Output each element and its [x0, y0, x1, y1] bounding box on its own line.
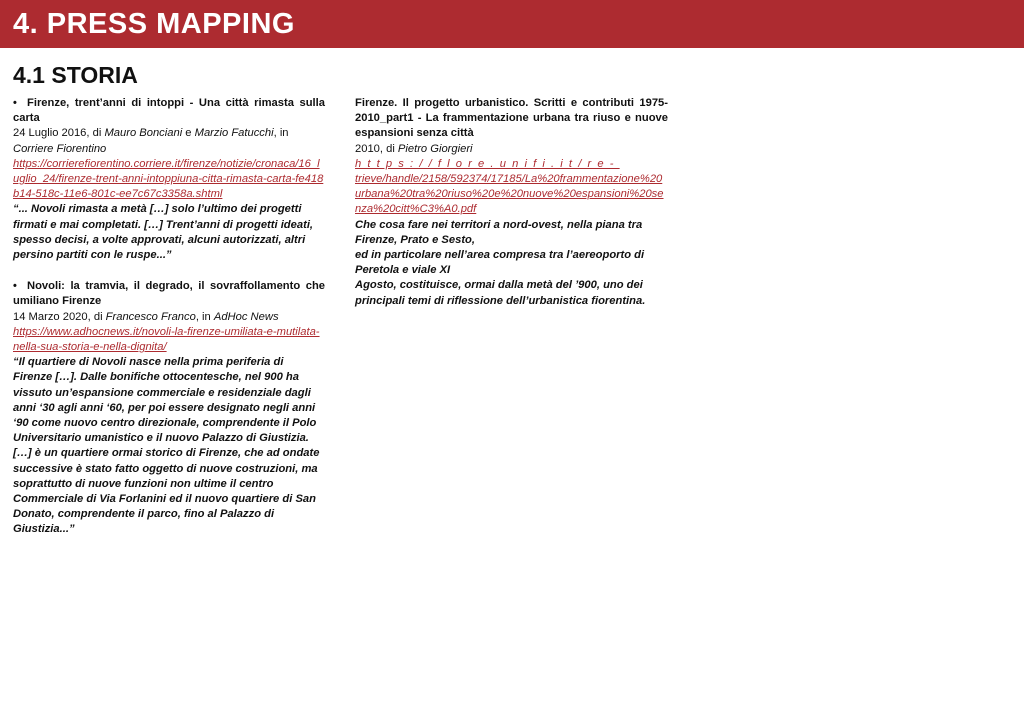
- article-link[interactable]: https://corrierefiorentino.corriere.it/firenze/notizie/cronaca/16_luglio_24/firenze-trent-anni-intoppiuna-citta-rimasta-carta-fe418b14-518c-11e6-801c-ee7c67c3358a.shtml: [13, 157, 324, 201]
- article-quote: “Il quartiere di Novoli nasce nella prima periferia di Firenze […]. Dalle bonifiche ottocentesche, nel 900 ha vissuto un’espansione commerciale e residenziale dagli anni ‘30 agli anni ‘60, per poi essere designato negli anni ‘90 come nuovo centro direzionale, comprendente il Polo Universitario umanistico e il nuovo Palazzo di Giustizia. […] è un quartiere ormai storico di Firenze, che ad ondate successive è stato fatto oggetto di nuove costruzioni, ma soprattutto di nuove funzioni non ultime il centro Commerciale di Via Forlanini ed il nuovo quartiere di San Donato, comprendente il parco, fino al Palazzo di Giustizia...”: [13, 356, 320, 536]
- article-description: [355, 218, 668, 309]
- section-title: 4.1 STORIA: [13, 62, 138, 88]
- article-title: Firenze. Il progetto urbanistico. Scritti e contributi 1975-2010_part1 - La frammentazione urbana tra riuso e nuove espansioni senza città: [355, 97, 668, 140]
- author-name: Pietro Giorgieri: [397, 142, 473, 155]
- article-title: • Novoli: la tramvia, il degrado, il sovraffollamento che umiliano Firenze: [13, 280, 325, 308]
- article-link-continued[interactable]: trieve/handle/2158/592374/17185/La%20frammentazione%20urbana%20tra%20riuso%20e%20nuove%20espansioni%20senza%20citt%C3%A0.pdf: [355, 173, 664, 216]
- bullet-icon: •: [13, 97, 17, 109]
- source-name: Corriere Fiorentino: [13, 142, 107, 155]
- description-line: ed in particolare nell’area compresa tra l’aereoporto di Peretola e viale XI: [355, 249, 645, 277]
- page-title: 4. PRESS MAPPING: [13, 8, 295, 40]
- author-name: Marzio Fatucchi: [194, 127, 274, 140]
- article-link[interactable]: https://flore.unifi.it/re-: [355, 157, 620, 170]
- article-meta: 24 Luglio 2016, di Mauro Bonciani e Marzio Fatucchi, in Corriere Fiorentino: [13, 127, 289, 155]
- author-name: Francesco Franco: [105, 310, 196, 323]
- bullet-icon: •: [13, 280, 17, 293]
- article-meta: 14 Marzo 2020, di Francesco Franco, in AdHoc News: [13, 310, 279, 323]
- author-name: Mauro Bonciani: [104, 127, 183, 140]
- article-entry: [13, 279, 325, 537]
- article-meta: 2010, di Pietro Giorgieri: [355, 142, 473, 155]
- description-line: Che cosa fare nei territori a nord-ovest, nella piana tra Firenze, Prato e Sesto,: [355, 218, 643, 246]
- article-link[interactable]: https://www.adhocnews.it/novoli-la-firenze-umiliata-e-mutilata-nella-sua-storia-e-nella-dignita/: [13, 325, 320, 354]
- article-entry: [13, 96, 325, 263]
- article-quote: “... Novoli rimasta a metà […] solo l’ultimo dei progetti firmati e mai completati. […] Trent’anni di progetti ideati, spesso decisi, a volte approvati, alcuni autorizzati, altri persino partiti con le ruspe...”: [13, 203, 314, 262]
- left-column: [13, 96, 325, 554]
- article-entry: [355, 96, 668, 309]
- article-title: • Firenze, trent’anni di intoppi - Una città rimasta sulla carta: [13, 97, 325, 125]
- right-column: [355, 96, 668, 325]
- source-name: AdHoc News: [213, 310, 279, 323]
- description-line: Agosto, costituisce, ormai dalla metà del ’900, uno dei principali temi di riflessione dell’urbanistica fiorentina.: [355, 279, 646, 307]
